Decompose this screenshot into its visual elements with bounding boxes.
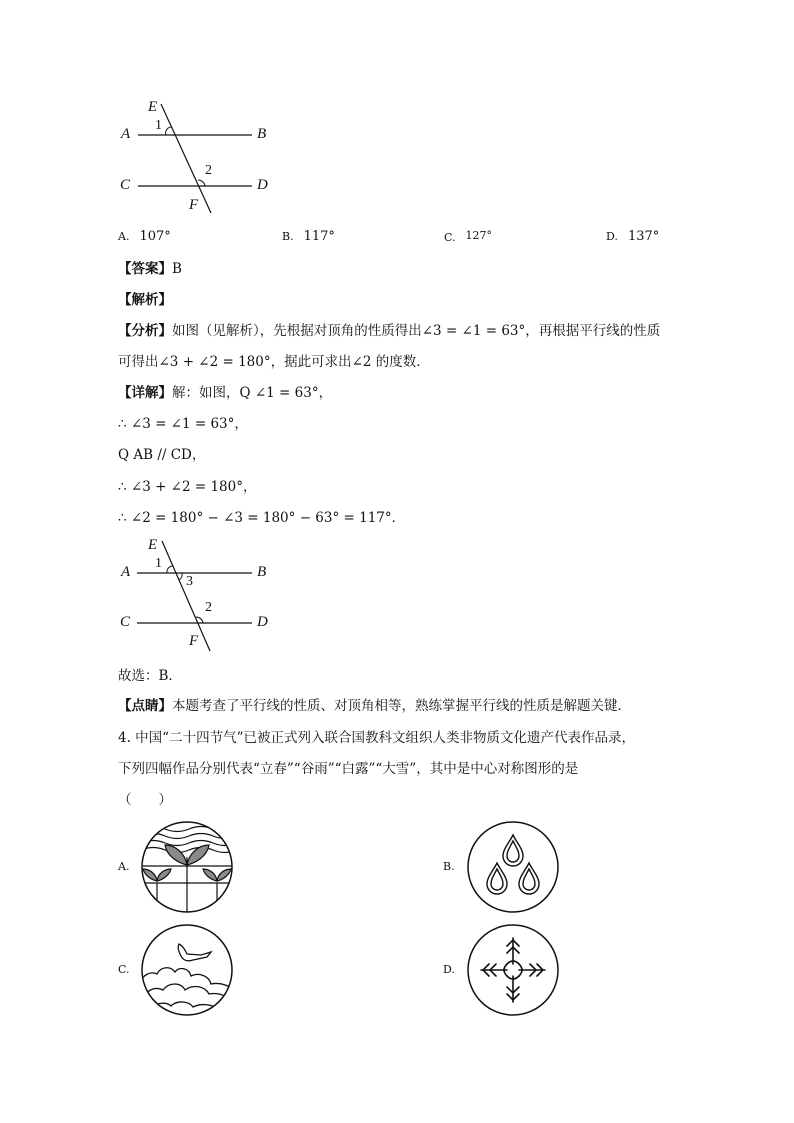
- comment-line: 【点睛】本题考查了平行线的性质、对顶角相等，熟练掌握平行线的性质是解题关键．: [118, 698, 631, 714]
- q4-choice-a-label[interactable]: A.: [118, 860, 130, 873]
- transversal-ef-2: [162, 541, 210, 651]
- snowflake-icon[interactable]: [467, 924, 559, 1016]
- bird-clouds-icon[interactable]: [141, 924, 233, 1016]
- conclusion: 故选：B．: [118, 668, 182, 684]
- choice-b[interactable]: B. 117°: [282, 229, 335, 244]
- label-d: D: [257, 177, 268, 193]
- detail-line-3: Q AB // CD，: [118, 447, 206, 463]
- detail-line-2: ∴ ∠3 = ∠1 = 63°，: [118, 416, 248, 432]
- label-c-2: C: [120, 614, 131, 630]
- analysis-header: 【解析】: [118, 292, 172, 308]
- angle-3-arc: [179, 573, 182, 580]
- detail-line-5: ∴ ∠2 = 180° − ∠3 = 180° − 63° = 117°．: [118, 510, 406, 526]
- label-e-2: E: [148, 537, 158, 553]
- detail-line-1: 【详解】解：如图，Q ∠1 = 63°，: [118, 385, 333, 401]
- label-c: C: [120, 177, 131, 193]
- label-e: E: [148, 99, 158, 115]
- choice-c[interactable]: C. 127°: [444, 229, 493, 244]
- choice-d[interactable]: D. 137°: [606, 229, 660, 244]
- q4-choice-c-label[interactable]: C.: [118, 963, 130, 976]
- label-angle-3: 3: [186, 574, 193, 589]
- answer-line: 【答案】B: [118, 261, 182, 277]
- question-4-blank: （ ）: [118, 792, 172, 808]
- analysis-line-1: 【分析】如图（见解析），先根据对顶角的性质得出∠3 = ∠1 = 63°，再根据平行线的性质: [118, 323, 661, 339]
- angle-1-arc-2: [167, 566, 173, 573]
- label-angle-1: 1: [155, 118, 162, 133]
- label-d-2: D: [257, 614, 268, 630]
- detail-line-4: ∴ ∠3 + ∠2 = 180°，: [118, 479, 257, 495]
- label-a-2: A: [121, 564, 131, 580]
- label-b-2: B: [257, 564, 267, 580]
- question-4-line-2: 下列四幅作品分别代表“立春”“谷雨”“白露”“大雪”，其中是中心对称图形的是: [118, 761, 579, 777]
- question-4-line-1: 4. 中国“二十四节气”已被正式列入联合国教科文组织人类非物质文化遗产代表作品录，: [118, 730, 635, 746]
- label-angle-1-2: 1: [155, 556, 162, 571]
- label-f: F: [189, 197, 199, 213]
- label-angle-2-2: 2: [205, 600, 212, 615]
- analysis-line-2: 可得出∠3 + ∠2 = 180°，据此可求出∠2 的度数．: [118, 354, 430, 370]
- water-drops-icon[interactable]: [467, 821, 559, 913]
- q4-choice-d-label[interactable]: D.: [443, 963, 455, 976]
- label-b: B: [257, 126, 267, 142]
- label-f-2: F: [189, 633, 199, 649]
- label-a: A: [121, 126, 131, 142]
- label-angle-2: 2: [205, 163, 212, 178]
- q4-choice-b-label[interactable]: B.: [443, 860, 455, 873]
- spring-sprout-icon[interactable]: [141, 821, 233, 913]
- choice-a[interactable]: A. 107°: [118, 229, 171, 244]
